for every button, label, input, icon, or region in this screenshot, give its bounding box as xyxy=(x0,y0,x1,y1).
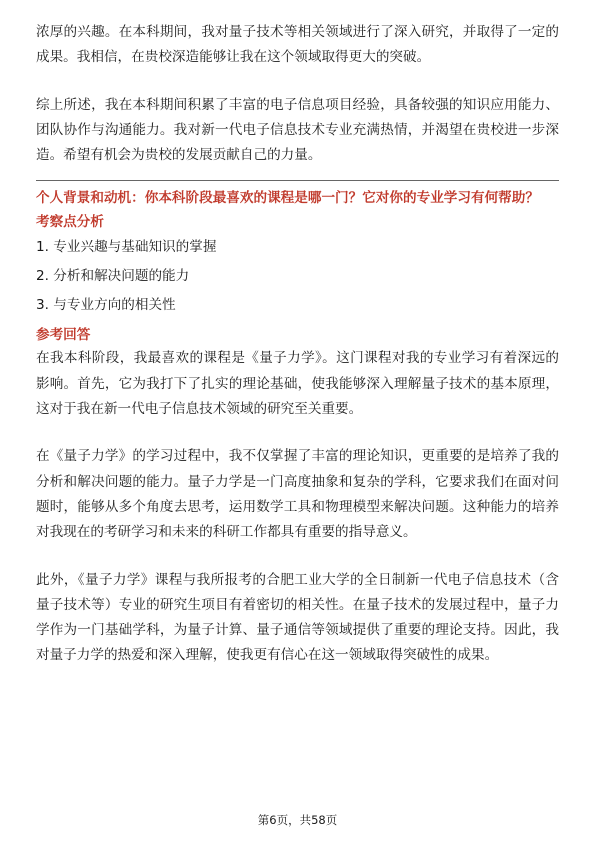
analysis-point: 2. 分析和解决问题的能力 xyxy=(36,268,190,285)
answer-paragraph-1: 在我本科阶段，我最喜欢的课程是《量子力学》。这门课程对我的专业学习有着深远的影响。首先，它为我打下了扎实的理论基础，使我能够深入理解量子技术的基本原理，这对于我在新一代电子信息技术领域的研究至关重要。 xyxy=(36,350,559,418)
page-content xyxy=(36,20,559,669)
analysis-heading: 考察点分析 xyxy=(36,214,104,231)
section-divider xyxy=(36,180,559,181)
answer-heading: 参考回答 xyxy=(36,327,91,344)
paragraph-gap xyxy=(36,422,559,444)
analysis-point: 3. 与专业方向的相关性 xyxy=(36,297,176,314)
intro-paragraph-2: 综上所述，我在本科期间积累了丰富的电子信息项目经验，具备较强的知识应用能力、团队协作与沟通能力。我对新一代电子信息技术专业充满热情，并渴望在贵校进一步深造。希望有机会为贵校的发展贡献自己的力量。 xyxy=(36,96,559,164)
answer-paragraph-2: 在《量子力学》的学习过程中，我不仅掌握了丰富的理论知识，更重要的是培养了我的分析和解决问题的能力。量子力学是一门高度抽象和复杂的学科，它要求我们在面对问题时，能够从多个角度去思考，运用数学工具和物理模型来解决问题。这种能力的培养对我现在的考研学习和未来的科研工作都具有重要的指导意义。 xyxy=(36,448,559,541)
analysis-point: 1. 专业兴趣与基础知识的掌握 xyxy=(36,239,217,256)
paragraph-gap xyxy=(36,546,559,568)
intro-paragraph-1: 浓厚的兴趣。在本科期间，我对量子技术等相关领域进行了深入研究，并取得了一定的成果。我相信，在贵校深造能够让我在这个领域取得更大的突破。 xyxy=(36,24,559,66)
question-title: 个人背景和动机：你本科阶段最喜欢的课程是哪一门？它对你的专业学习有何帮助？ xyxy=(36,190,539,207)
answer-paragraph-3: 此外，《量子力学》课程与我所报考的合肥工业大学的全日制新一代电子信息技术（含量子技术等）专业的研究生项目有着密切的相关性。在量子技术的发展过程中，量子力学作为一门基础学科，为量子计算、量子通信等领域提供了重要的理论支持。因此，我对量子力学的热爱和深入理解，使我更有信心在这一领域取得突破性的成果。 xyxy=(36,571,559,664)
paragraph-gap xyxy=(36,71,559,93)
page-number: 第6页，共58页 xyxy=(257,813,338,827)
